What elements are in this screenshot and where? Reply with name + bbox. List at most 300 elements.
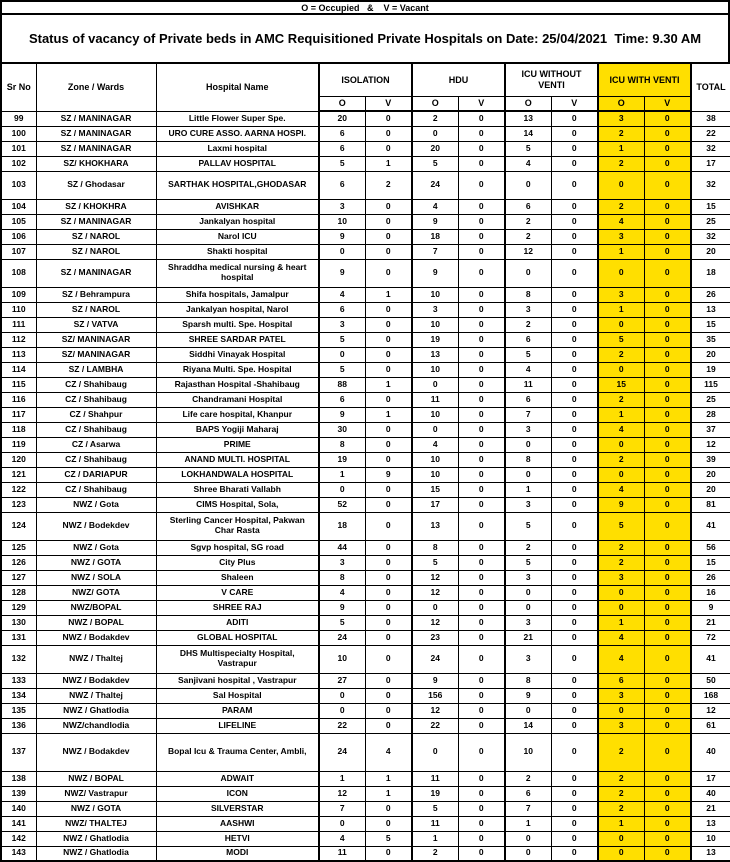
occupied-cell: 52 — [319, 497, 365, 512]
zone-cell: CZ / DARIAPUR — [36, 467, 156, 482]
vacant-cell: 0 — [365, 317, 412, 332]
vacant-cell: 0 — [644, 126, 691, 141]
hospital-cell: Shifa hospitals, Jamalpur — [156, 287, 319, 302]
occupied-cell: 15 — [598, 377, 644, 392]
vacant-cell: 0 — [551, 846, 598, 861]
occupied-cell: 2 — [412, 846, 458, 861]
vacant-cell: 0 — [365, 497, 412, 512]
vacant-cell: 0 — [551, 831, 598, 846]
occupied-cell: 24 — [412, 171, 458, 199]
vacant-cell: 0 — [644, 467, 691, 482]
occupied-cell: 27 — [319, 673, 365, 688]
occupied-cell: 6 — [505, 786, 551, 801]
sr-no-cell: 136 — [1, 718, 36, 733]
table-row — [1, 786, 730, 801]
vacant-cell: 0 — [458, 259, 505, 287]
table-row — [1, 171, 730, 199]
hospital-cell: Sgvp hospital, SG road — [156, 540, 319, 555]
occupied-cell: 1 — [412, 831, 458, 846]
sr-no-cell: 143 — [1, 846, 36, 861]
sr-no-cell: 132 — [1, 645, 36, 673]
zone-cell: CZ / Asarwa — [36, 437, 156, 452]
vacant-cell: 0 — [644, 287, 691, 302]
occupied-cell: 20 — [412, 141, 458, 156]
vacant-cell: 2 — [365, 171, 412, 199]
sr-no-cell: 107 — [1, 244, 36, 259]
occupied-cell: 2 — [598, 555, 644, 570]
zone-cell: SZ / LAMBHA — [36, 362, 156, 377]
vacant-cell: 0 — [644, 111, 691, 126]
occupied-cell: 0 — [319, 816, 365, 831]
sr-no-cell: 111 — [1, 317, 36, 332]
occupied-cell: 11 — [319, 846, 365, 861]
occupied-cell: 1 — [598, 615, 644, 630]
vacant-cell: 0 — [458, 362, 505, 377]
total-cell: 32 — [691, 141, 730, 156]
occupied-cell: 6 — [319, 171, 365, 199]
occupied-cell: 1 — [598, 244, 644, 259]
vacant-cell: 0 — [458, 703, 505, 718]
occupied-cell: 2 — [598, 771, 644, 786]
zone-cell: NWZ / GOTA — [36, 555, 156, 570]
vacant-cell: 0 — [458, 786, 505, 801]
vacant-cell: 0 — [458, 332, 505, 347]
occupied-cell: 1 — [319, 771, 365, 786]
occupied-cell: 156 — [412, 688, 458, 703]
occupied-cell: 4 — [412, 199, 458, 214]
occupied-cell: 88 — [319, 377, 365, 392]
occupied-cell: 6 — [505, 392, 551, 407]
sr-no-cell: 115 — [1, 377, 36, 392]
zone-cell: SZ / MANINAGAR — [36, 141, 156, 156]
table-row — [1, 199, 730, 214]
occupied-cell: 17 — [412, 497, 458, 512]
occupied-cell: 9 — [598, 497, 644, 512]
total-cell: 41 — [691, 645, 730, 673]
zone-cell: SZ / MANINAGAR — [36, 126, 156, 141]
hospital-cell: Riyana Multi. Spe. Hospital — [156, 362, 319, 377]
vacant-cell: 0 — [365, 437, 412, 452]
vacant-cell: 0 — [365, 703, 412, 718]
sr-no-cell: 121 — [1, 467, 36, 482]
col-header-total: TOTAL — [691, 63, 730, 111]
hospital-cell: ADITI — [156, 615, 319, 630]
table-row — [1, 156, 730, 171]
vacant-cell: 0 — [458, 111, 505, 126]
occupied-cell: 0 — [505, 600, 551, 615]
hospital-cell: MODI — [156, 846, 319, 861]
total-cell: 81 — [691, 497, 730, 512]
occupied-cell: 0 — [505, 831, 551, 846]
vacant-cell: 0 — [365, 512, 412, 540]
vacant-cell: 0 — [551, 512, 598, 540]
vacant-cell: 0 — [551, 555, 598, 570]
occupied-cell: 10 — [412, 407, 458, 422]
vacant-cell: 5 — [365, 831, 412, 846]
zone-cell: NWZ / Thaltej — [36, 688, 156, 703]
vacant-cell: 0 — [644, 229, 691, 244]
occupied-cell: 3 — [598, 570, 644, 585]
total-cell: 32 — [691, 171, 730, 199]
hospital-cell: Shaleen — [156, 570, 319, 585]
zone-cell: SZ/ KHOKHARA — [36, 156, 156, 171]
vacant-cell: 0 — [551, 199, 598, 214]
occupied-cell: 9 — [412, 673, 458, 688]
vacant-cell: 0 — [644, 407, 691, 422]
vacant-cell: 0 — [551, 347, 598, 362]
sr-no-cell: 112 — [1, 332, 36, 347]
occupied-cell: 4 — [598, 630, 644, 645]
occupied-cell: 0 — [505, 467, 551, 482]
sr-no-cell: 127 — [1, 570, 36, 585]
occupied-cell: 11 — [505, 377, 551, 392]
occupied-cell: 2 — [598, 540, 644, 555]
sr-no-cell: 129 — [1, 600, 36, 615]
table-row — [1, 452, 730, 467]
vacant-cell: 0 — [551, 816, 598, 831]
hospital-cell: LIFELINE — [156, 718, 319, 733]
occupied-cell: 0 — [319, 688, 365, 703]
total-cell: 12 — [691, 437, 730, 452]
sr-no-cell: 104 — [1, 199, 36, 214]
hospital-cell: LOKHANDWALA HOSPITAL — [156, 467, 319, 482]
vacant-cell: 0 — [458, 831, 505, 846]
occupied-cell: 3 — [319, 555, 365, 570]
occupied-cell: 2 — [598, 452, 644, 467]
vacant-cell: 0 — [458, 673, 505, 688]
zone-cell: NWZ / Bodakdev — [36, 673, 156, 688]
occupied-cell: 0 — [598, 831, 644, 846]
total-cell: 13 — [691, 302, 730, 317]
occupied-cell: 0 — [412, 600, 458, 615]
vacant-cell: 0 — [458, 540, 505, 555]
vacant-cell: 0 — [365, 600, 412, 615]
table-row — [1, 111, 730, 126]
occupied-cell: 0 — [598, 600, 644, 615]
vacant-cell: 0 — [458, 317, 505, 332]
table-row — [1, 497, 730, 512]
occupied-cell: 11 — [412, 771, 458, 786]
table-row — [1, 392, 730, 407]
vacant-cell: 0 — [458, 771, 505, 786]
total-cell: 35 — [691, 332, 730, 347]
vacant-cell: 0 — [365, 673, 412, 688]
occupied-cell: 4 — [319, 287, 365, 302]
occupied-cell: 10 — [319, 645, 365, 673]
occupied-cell: 2 — [598, 199, 644, 214]
table-row — [1, 377, 730, 392]
occupied-cell: 3 — [505, 645, 551, 673]
occupied-cell: 2 — [598, 347, 644, 362]
col-header-hdu: HDU — [412, 63, 505, 96]
occupied-cell: 5 — [319, 615, 365, 630]
table-row — [1, 630, 730, 645]
vacant-cell: 0 — [551, 111, 598, 126]
col-header-sr-no: Sr No — [1, 63, 36, 111]
zone-cell: CZ / Shahibaug — [36, 422, 156, 437]
vacant-cell: 0 — [644, 214, 691, 229]
subheader-icu-with-venti-occupied: O — [598, 96, 644, 111]
table-row — [1, 733, 730, 771]
occupied-cell: 2 — [505, 540, 551, 555]
table-row — [1, 801, 730, 816]
occupied-cell: 3 — [505, 570, 551, 585]
zone-cell: NWZ/BOPAL — [36, 600, 156, 615]
sr-no-cell: 99 — [1, 111, 36, 126]
sr-no-cell: 130 — [1, 615, 36, 630]
occupied-cell: 21 — [505, 630, 551, 645]
sr-no-cell: 117 — [1, 407, 36, 422]
vacant-cell: 0 — [644, 831, 691, 846]
hospital-cell: Jankalyan hospital, Narol — [156, 302, 319, 317]
vacant-cell: 0 — [365, 259, 412, 287]
occupied-cell: 11 — [412, 392, 458, 407]
table-row — [1, 482, 730, 497]
vacant-cell: 0 — [644, 801, 691, 816]
table-row — [1, 332, 730, 347]
occupied-cell: 7 — [412, 244, 458, 259]
occupied-cell: 0 — [505, 259, 551, 287]
occupied-cell: 3 — [505, 302, 551, 317]
occupied-cell: 0 — [598, 703, 644, 718]
occupied-cell: 44 — [319, 540, 365, 555]
occupied-cell: 10 — [412, 317, 458, 332]
zone-cell: SZ / VATVA — [36, 317, 156, 332]
vacant-cell: 0 — [458, 392, 505, 407]
sr-no-cell: 103 — [1, 171, 36, 199]
hospital-cell: Siddhi Vinayak Hospital — [156, 347, 319, 362]
occupied-cell: 6 — [505, 332, 551, 347]
occupied-cell: 22 — [412, 718, 458, 733]
sr-no-cell: 105 — [1, 214, 36, 229]
vacant-cell: 0 — [644, 482, 691, 497]
zone-cell: SZ / Ghodasar — [36, 171, 156, 199]
hospital-cell: Rajasthan Hospital -Shahibaug — [156, 377, 319, 392]
total-cell: 20 — [691, 467, 730, 482]
occupied-cell: 6 — [505, 199, 551, 214]
vacant-cell: 0 — [458, 733, 505, 771]
occupied-cell: 3 — [319, 199, 365, 214]
occupied-cell: 22 — [319, 718, 365, 733]
occupied-cell: 10 — [412, 467, 458, 482]
occupied-cell: 8 — [319, 437, 365, 452]
zone-cell: SZ / NAROL — [36, 302, 156, 317]
vacant-cell: 0 — [644, 540, 691, 555]
vacant-cell: 0 — [551, 585, 598, 600]
occupied-cell: 0 — [505, 171, 551, 199]
vacant-cell: 0 — [551, 688, 598, 703]
hospital-cell: ADWAIT — [156, 771, 319, 786]
vacant-cell: 0 — [458, 497, 505, 512]
vacant-cell: 0 — [458, 229, 505, 244]
occupied-cell: 0 — [505, 437, 551, 452]
occupied-cell: 0 — [598, 437, 644, 452]
sr-no-cell: 128 — [1, 585, 36, 600]
occupied-cell: 0 — [598, 467, 644, 482]
vacant-cell: 0 — [551, 437, 598, 452]
table-row — [1, 422, 730, 437]
vacant-cell: 0 — [365, 392, 412, 407]
occupied-cell: 0 — [412, 126, 458, 141]
occupied-cell: 8 — [412, 540, 458, 555]
vacant-cell: 0 — [365, 615, 412, 630]
hospital-cell: ANAND MULTI. HOSPITAL — [156, 452, 319, 467]
occupied-cell: 9 — [412, 214, 458, 229]
total-cell: 38 — [691, 111, 730, 126]
vacant-cell: 0 — [644, 786, 691, 801]
table-row — [1, 831, 730, 846]
hospital-cell: City Plus — [156, 555, 319, 570]
hospital-cell: SHREE SARDAR PATEL — [156, 332, 319, 347]
table-row — [1, 126, 730, 141]
vacant-cell: 0 — [551, 214, 598, 229]
occupied-cell: 1 — [598, 141, 644, 156]
vacant-cell: 0 — [551, 229, 598, 244]
vacant-cell: 0 — [644, 733, 691, 771]
zone-cell: NWZ / Gota — [36, 540, 156, 555]
occupied-cell: 13 — [412, 347, 458, 362]
sr-no-cell: 110 — [1, 302, 36, 317]
zone-cell: CZ / Shahpur — [36, 407, 156, 422]
zone-cell: SZ / Behrampura — [36, 287, 156, 302]
vacant-cell: 0 — [365, 199, 412, 214]
hospital-cell: Sterling Cancer Hospital, Pakwan Char Rasta — [156, 512, 319, 540]
zone-cell: NWZ / Gota — [36, 497, 156, 512]
occupied-cell: 2 — [598, 392, 644, 407]
vacant-cell: 0 — [458, 467, 505, 482]
occupied-cell: 2 — [598, 733, 644, 771]
vacant-cell: 0 — [458, 718, 505, 733]
occupied-cell: 9 — [412, 259, 458, 287]
hospital-cell: Sal Hospital — [156, 688, 319, 703]
occupied-cell: 6 — [319, 302, 365, 317]
table-row — [1, 467, 730, 482]
vacant-cell: 0 — [365, 126, 412, 141]
vacant-cell: 0 — [551, 540, 598, 555]
vacant-cell: 0 — [458, 570, 505, 585]
table-header — [1, 63, 730, 111]
vacant-cell: 0 — [458, 244, 505, 259]
occupied-cell: 9 — [319, 229, 365, 244]
occupied-cell: 24 — [319, 630, 365, 645]
table-row — [1, 703, 730, 718]
zone-cell: NWZ / BOPAL — [36, 615, 156, 630]
total-cell: 15 — [691, 555, 730, 570]
vacant-cell: 0 — [551, 786, 598, 801]
total-cell: 41 — [691, 512, 730, 540]
occupied-cell: 24 — [319, 733, 365, 771]
total-cell: 15 — [691, 199, 730, 214]
occupied-cell: 1 — [505, 816, 551, 831]
hospital-cell: SILVERSTAR — [156, 801, 319, 816]
occupied-cell: 4 — [505, 156, 551, 171]
total-cell: 56 — [691, 540, 730, 555]
vacant-cell: 0 — [551, 703, 598, 718]
zone-cell: NWZ / Bodekdev — [36, 512, 156, 540]
vacant-cell: 0 — [458, 512, 505, 540]
vacant-cell: 0 — [644, 497, 691, 512]
occupied-cell: 5 — [319, 332, 365, 347]
subheader-hdu-vacant: V — [458, 96, 505, 111]
occupied-cell: 3 — [412, 302, 458, 317]
occupied-cell: 1 — [505, 482, 551, 497]
occupied-cell: 3 — [505, 497, 551, 512]
table-row — [1, 645, 730, 673]
hospital-cell: BAPS Yogiji Maharaj — [156, 422, 319, 437]
vacant-cell: 0 — [458, 585, 505, 600]
occupied-cell: 12 — [412, 703, 458, 718]
hospital-cell: SHREE RAJ — [156, 600, 319, 615]
vacant-cell: 0 — [551, 801, 598, 816]
vacant-cell: 0 — [644, 673, 691, 688]
table-row — [1, 229, 730, 244]
occupied-cell: 0 — [598, 362, 644, 377]
occupied-cell: 4 — [505, 362, 551, 377]
vacant-cell: 0 — [365, 482, 412, 497]
occupied-cell: 0 — [598, 317, 644, 332]
occupied-cell: 0 — [412, 733, 458, 771]
vacant-cell: 0 — [551, 570, 598, 585]
vacant-cell: 0 — [551, 673, 598, 688]
table-row — [1, 407, 730, 422]
hospital-cell: Little Flower Super Spe. — [156, 111, 319, 126]
table-row — [1, 718, 730, 733]
sr-no-cell: 122 — [1, 482, 36, 497]
table-row — [1, 287, 730, 302]
sr-no-cell: 106 — [1, 229, 36, 244]
vacant-cell: 1 — [365, 377, 412, 392]
occupied-cell: 0 — [598, 259, 644, 287]
vacant-cell: 0 — [551, 422, 598, 437]
vacant-cell: 0 — [644, 718, 691, 733]
total-cell: 18 — [691, 259, 730, 287]
zone-cell: NWZ / GOTA — [36, 801, 156, 816]
table-row — [1, 615, 730, 630]
occupied-cell: 5 — [412, 555, 458, 570]
sr-no-cell: 124 — [1, 512, 36, 540]
table-row — [1, 512, 730, 540]
occupied-cell: 7 — [505, 407, 551, 422]
legend-bar: O = Occupied & V = Vacant — [0, 0, 730, 14]
total-cell: 39 — [691, 452, 730, 467]
total-cell: 72 — [691, 630, 730, 645]
zone-cell: CZ / Shahibaug — [36, 392, 156, 407]
vacant-cell: 0 — [551, 259, 598, 287]
total-cell: 17 — [691, 156, 730, 171]
occupied-cell: 6 — [319, 392, 365, 407]
vacant-cell: 0 — [458, 377, 505, 392]
vacant-cell: 0 — [644, 317, 691, 332]
occupied-cell: 18 — [319, 512, 365, 540]
occupied-cell: 10 — [319, 214, 365, 229]
vacant-cell: 0 — [458, 171, 505, 199]
occupied-cell: 1 — [598, 816, 644, 831]
occupied-cell: 0 — [412, 422, 458, 437]
vacant-cell: 1 — [365, 786, 412, 801]
zone-cell: NWZ / Ghatlodia — [36, 846, 156, 861]
occupied-cell: 14 — [505, 126, 551, 141]
hospital-cell: AASHWI — [156, 816, 319, 831]
vacant-cell: 0 — [644, 392, 691, 407]
zone-cell: SZ / NAROL — [36, 229, 156, 244]
occupied-cell: 4 — [319, 585, 365, 600]
table-row — [1, 302, 730, 317]
vacant-cell: 0 — [644, 512, 691, 540]
vacant-cell: 0 — [458, 347, 505, 362]
total-cell: 20 — [691, 482, 730, 497]
vacant-cell: 0 — [644, 171, 691, 199]
occupied-cell: 2 — [412, 111, 458, 126]
